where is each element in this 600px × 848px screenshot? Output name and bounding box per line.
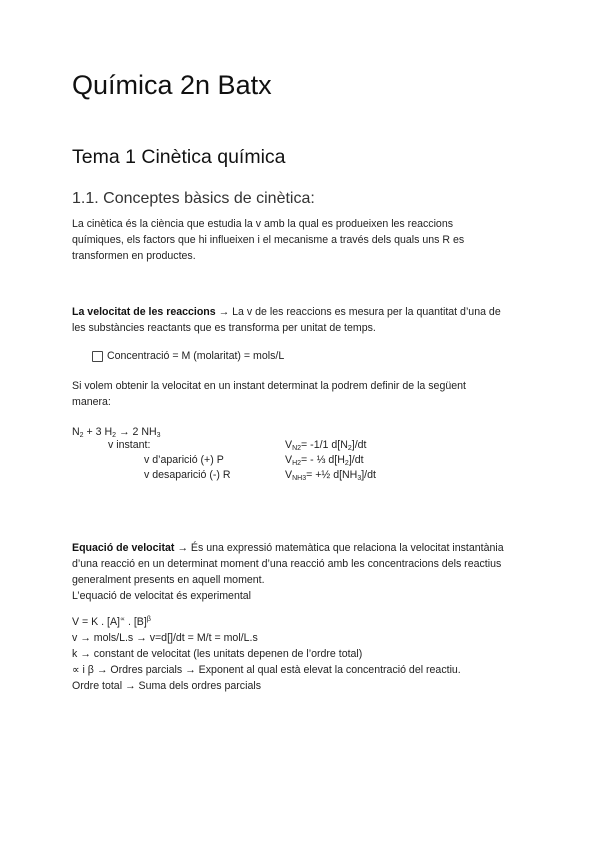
orders-line: ∝ i β → Ordres parcials → Exponent al qual està elevat la concentració del reactiu. xyxy=(72,664,461,676)
velocitat-term: La velocitat de les reaccions xyxy=(72,306,216,318)
reaction-equation: $N_2 + 3$ $H_2 \to 2$ $NH_3$ xyxy=(72,426,161,439)
rate-law-block xyxy=(72,612,461,694)
document-title: Química 2n Batx xyxy=(72,70,272,100)
rate-row-equation: $V_{N2}= -1/1$ $d[N_2]/dt$ xyxy=(285,439,367,452)
rate-row-label: v desaparició (-) R xyxy=(144,469,231,481)
equacio-line: generalment presents en aquell moment. xyxy=(72,574,265,586)
rate-law-formula: V = K . [A]∝ . $[B]^\beta$ xyxy=(72,616,151,628)
checklist-item-text: Concentració = M (molaritat) = mols/L xyxy=(107,350,285,362)
units-line: v → mols/L.s → v=d[]/dt = M/t = mol/L.s xyxy=(72,632,258,644)
rate-row-label: v d’aparició (+) P xyxy=(144,454,224,466)
topic-heading: Tema 1 Cinètica química xyxy=(72,146,286,168)
velocitat-line: les substàncies reactants que es transforma per unitat de temps. xyxy=(72,322,376,334)
equacio-term: Equació de velocitat xyxy=(72,542,175,554)
rate-row-equation: $V_{H2}=$ - ⅓ $d[H_2]/dt$ xyxy=(285,454,364,467)
equacio-definition: → És una expressió matemàtica que relaciona la velocitat instantània xyxy=(174,542,504,554)
intro-line: transformen en productes. xyxy=(72,250,196,262)
equacio-line xyxy=(72,540,504,556)
ordre-total-line: Ordre total → Suma dels ordres parcials xyxy=(72,680,261,692)
instant-line: manera: xyxy=(72,396,111,408)
section-heading: 1.1. Conceptes bàsics de cinètica: xyxy=(72,190,315,207)
equacio-line: d’una reacció en un determinat moment d’una reacció amb les concentracions dels reactius xyxy=(72,558,502,570)
velocitat-line xyxy=(72,304,501,320)
intro-line: La cinètica és la ciència que estudia la v amb la qual es produeixen les reaccions xyxy=(72,218,454,230)
equacio-paragraph xyxy=(72,540,504,604)
instant-paragraph xyxy=(72,378,466,410)
rate-row-label: v instant: xyxy=(108,439,151,451)
equacio-line: L’equació de velocitat és experimental xyxy=(72,590,252,602)
instant-line: Si volem obtenir la velocitat en un instant determinat la podrem definir de la següent xyxy=(72,380,466,392)
velocitat-paragraph xyxy=(72,304,501,336)
rate-row-equation: $V_{NH3}=$ +½ $d[NH_3]/dt$ xyxy=(285,469,376,482)
intro-line: químiques, els factors que hi influeixen i el mecanisme a través dels quals uns R es xyxy=(72,234,465,246)
velocitat-definition: → La v de les reaccions es mesura per la quantitat d’una de xyxy=(215,306,501,318)
checklist-checkbox[interactable] xyxy=(92,351,103,362)
k-line: k → constant de velocitat (les unitats depenen de l’ordre total) xyxy=(72,648,363,660)
intro-paragraph xyxy=(72,216,464,264)
